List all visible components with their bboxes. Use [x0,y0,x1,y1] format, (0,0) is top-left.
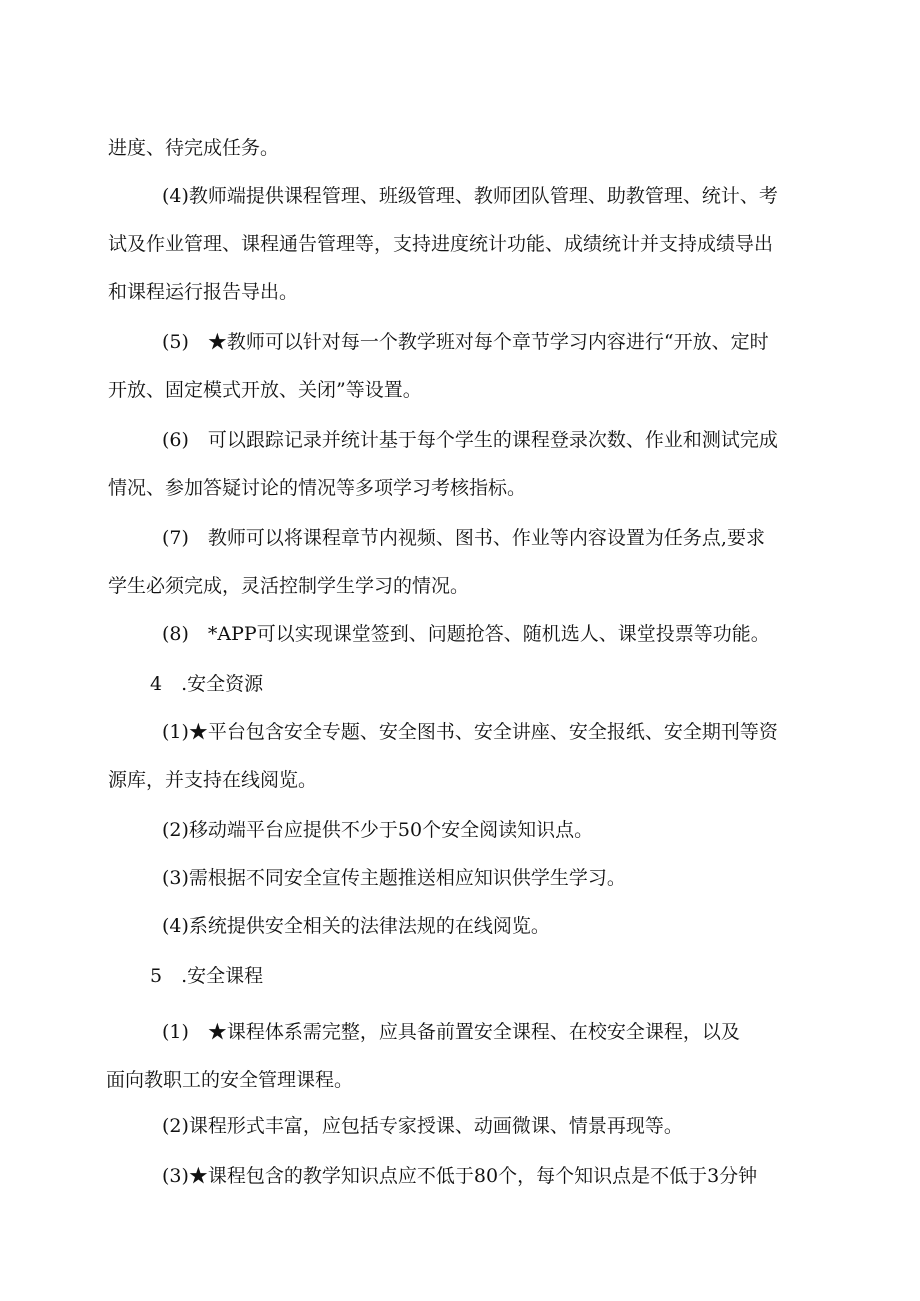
text-line [0,866,920,890]
text-line-content: 情况、参加答疑讨论的情况等多项学习考核指标。 [108,477,527,499]
section-heading-text: 4 .安全资源 [150,673,264,695]
section-heading [0,672,920,696]
text-line-content: (1)★平台包含安全专题、安全图书、安全讲座、安全报纸、安全期刊等资 [162,721,778,743]
text-line-content: (6) 可以跟踪记录并统计基于每个学生的课程登录次数、作业和测试完成 [162,429,778,451]
text-line-content: (4)教师端提供课程管理、班级管理、教师团队管理、助教管理、统计、考 [162,185,778,207]
text-line-content: (2)移动端平台应提供不少于50个安全阅读知识点。 [162,819,594,841]
text-line-content: (7) 教师可以将课程章节内视频、图书、作业等内容设置为任务点,要求 [162,527,765,549]
text-line [0,476,920,500]
text-line [0,768,920,792]
text-line-content: 源库，并支持在线阅览。 [108,769,318,791]
text-line [0,1164,920,1188]
text-line-content: 进度、待完成任务。 [108,137,280,159]
text-line-content: (5) ★教师可以针对每一个教学班对每个章节学习内容进行“开放、定时 [162,331,769,353]
text-line-content: (3)需根据不同安全宣传主题推送相应知识供学生学习。 [162,867,626,889]
text-line [0,1020,920,1044]
text-line [0,184,920,208]
text-line-content: 面向教职工的安全管理课程。 [106,1069,354,1091]
text-line-content: 和课程运行报告导出。 [108,281,299,303]
text-line-content: (8) *APP可以实现课堂签到、问题抢答、随机选人、课堂投票等功能。 [162,623,770,645]
text-line-content: 学生必须完成，灵活控制学生学习的情况。 [108,575,470,597]
text-line-content: (1) ★课程体系需完整，应具备前置安全课程、在校安全课程，以及 [162,1021,740,1043]
text-line [0,136,920,160]
text-line [0,622,920,646]
section-heading-text: 5 .安全课程 [150,965,264,987]
text-line-content: 开放、固定模式开放、关闭”等设置。 [108,379,422,401]
text-line [0,526,920,550]
text-line [0,1114,920,1138]
text-line [0,914,920,938]
text-line [0,1068,920,1092]
text-line-content: (2)课程形式丰富，应包括专家授课、动画微课、情景再现等。 [162,1115,683,1137]
text-line [0,720,920,744]
text-line [0,574,920,598]
text-line-content: (4)系统提供安全相关的法律法规的在线阅览。 [162,915,550,937]
text-line-content: 试及作业管理、课程通告管理等，支持进度统计功能、成绩统计并支持成绩导出 [108,233,774,255]
text-line [0,428,920,452]
text-line [0,378,920,402]
text-line [0,330,920,354]
text-line-content: (3)★课程包含的教学知识点应不低于80个，每个知识点是不低于3分钟 [162,1165,758,1187]
text-line [0,818,920,842]
text-line [0,280,920,304]
section-heading [0,964,920,988]
text-line [0,232,920,256]
